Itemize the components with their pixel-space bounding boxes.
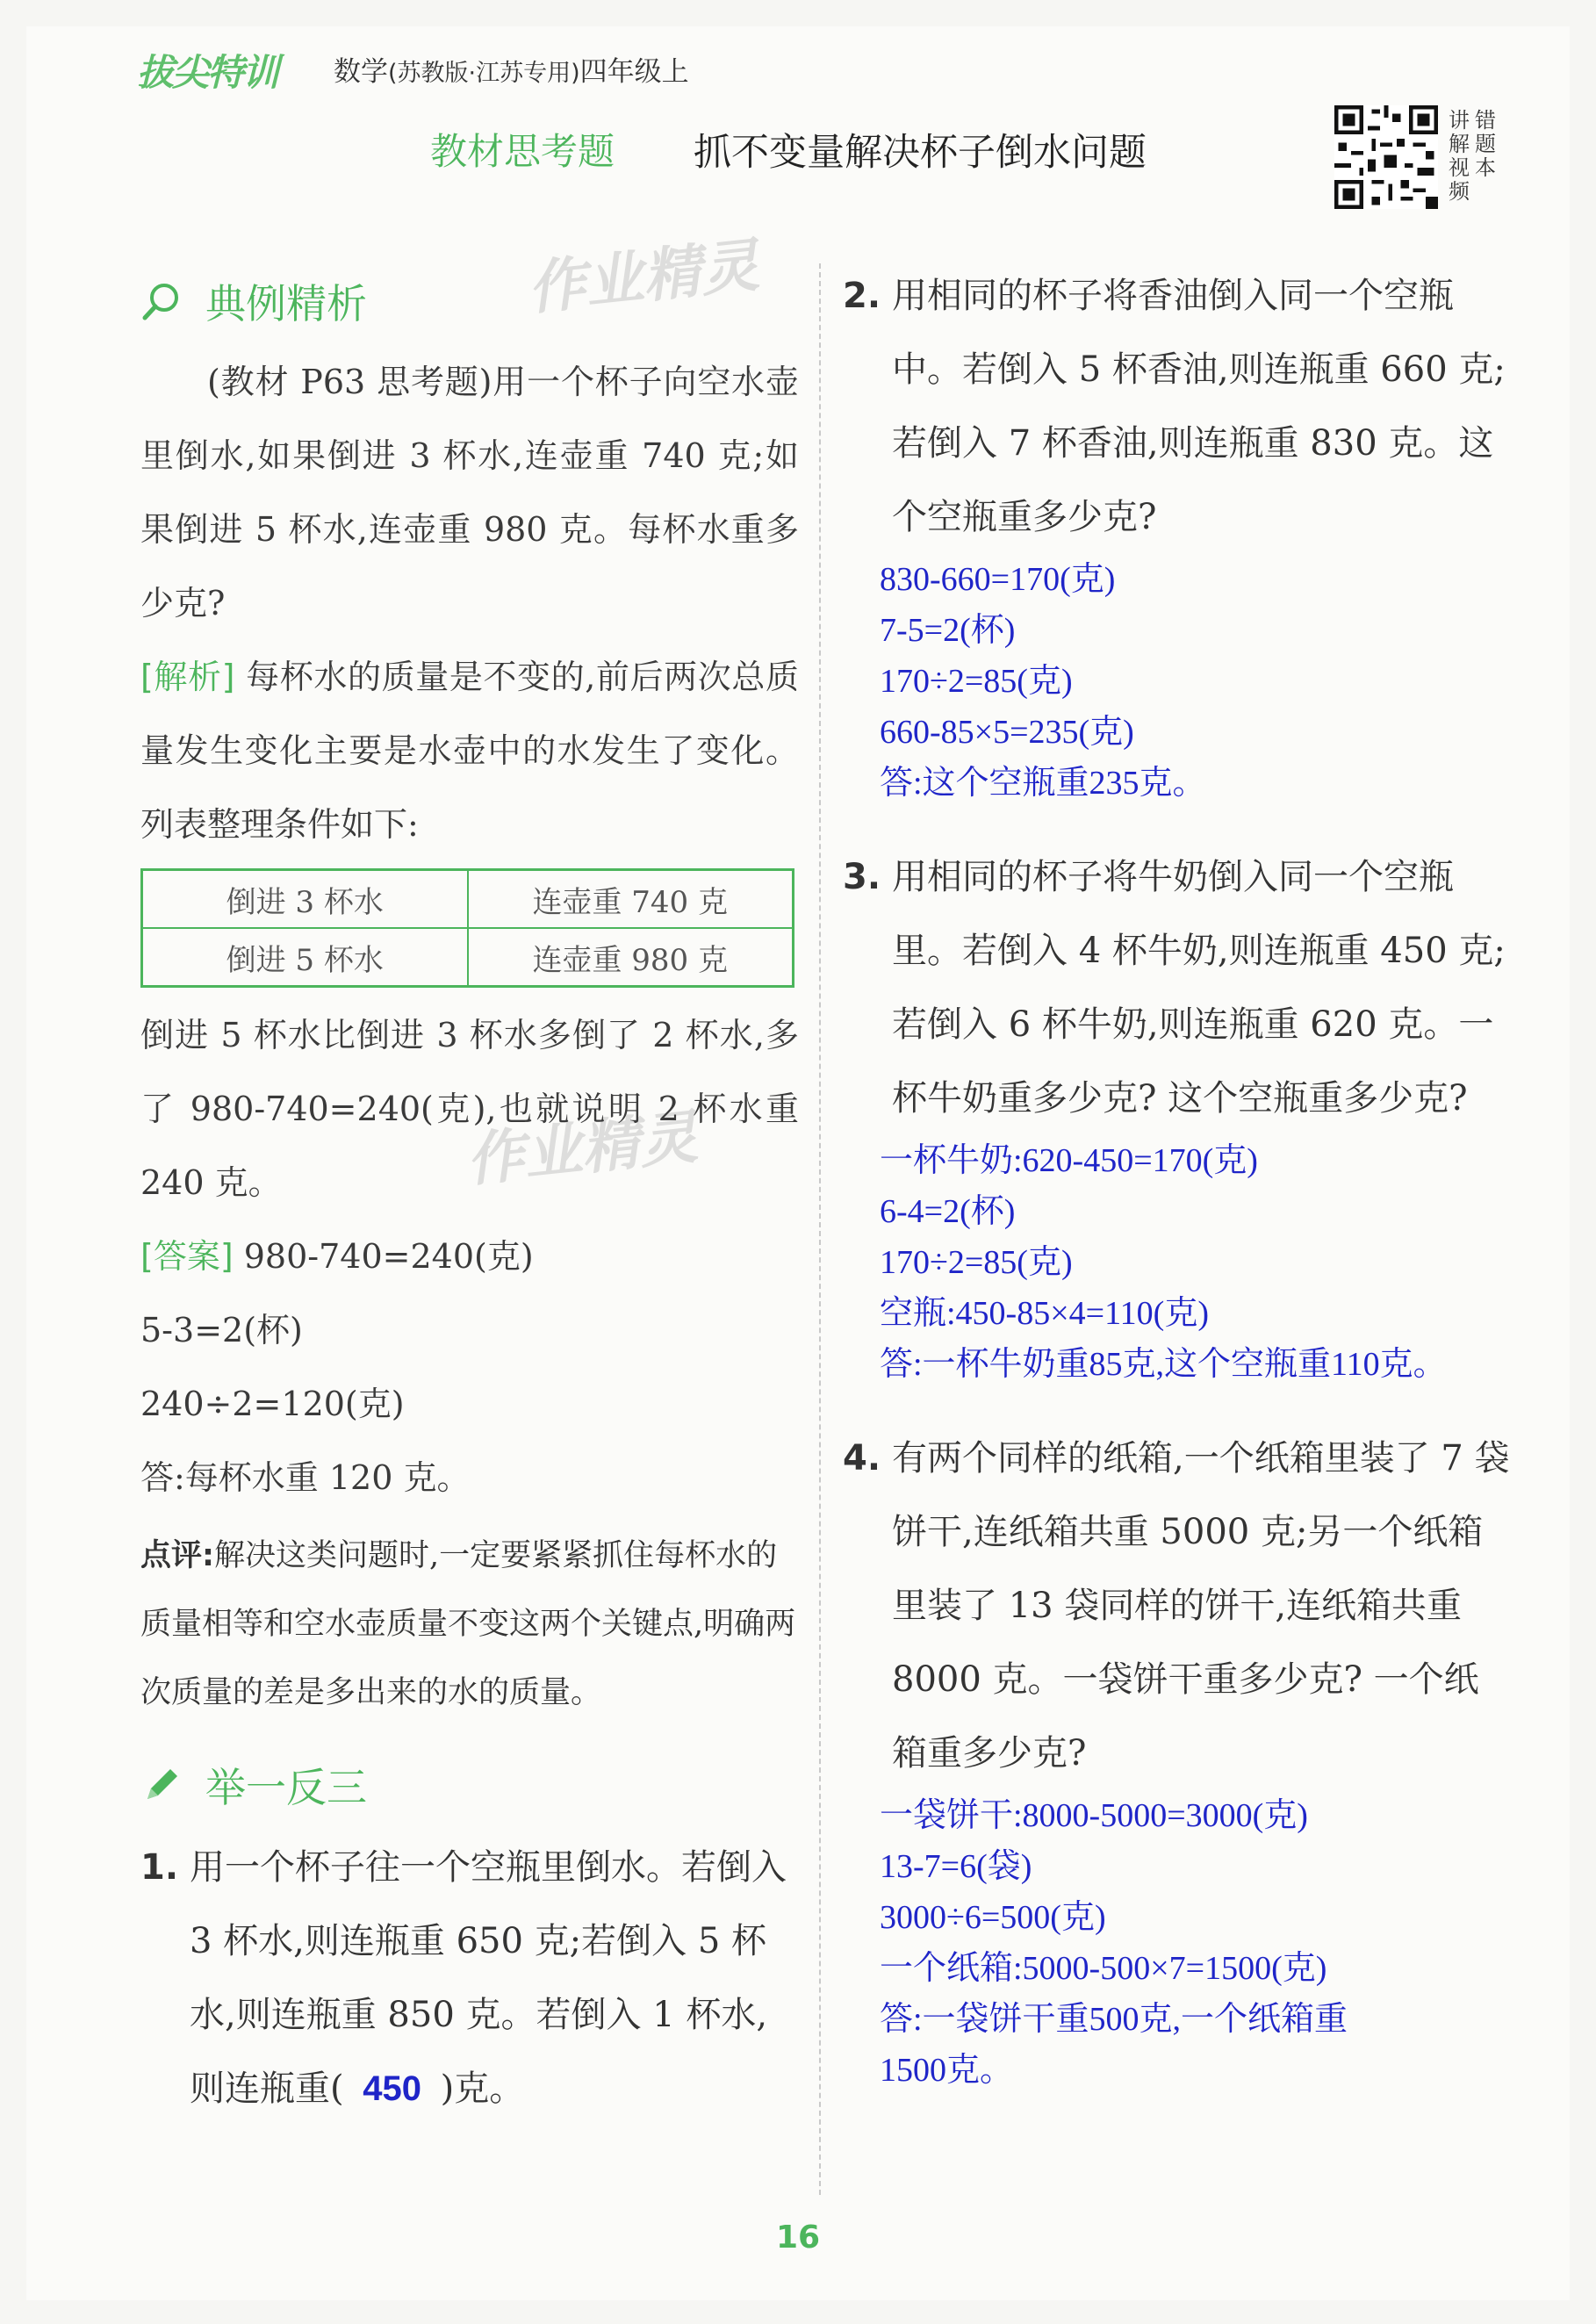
practice-right-column <box>843 259 1510 2096</box>
answer-block-2 <box>843 554 1510 809</box>
analysis-tag: [解析] <box>140 658 235 696</box>
example-problem: (教材 P63 思考题)用一个杯子向空水壶里倒水,如果倒进 3 杯水,连壶重 740 克;如果倒进 5 杯水,连壶重 980 克。每杯水重多少克? <box>140 363 799 622</box>
answer-line: 660-85×5=235(克) <box>880 714 1134 751</box>
question-number: 1. <box>140 1847 179 1888</box>
answer-tag: [答案] <box>140 1237 234 1276</box>
fill-blank-answer[interactable]: 450 <box>363 2069 421 2108</box>
analysis-text: 每杯水的质量是不变的,前后两次总质量发生变化主要是水壶中的水发生了变化。列表整理条件如下: <box>140 658 799 844</box>
question-1 <box>140 1831 799 2126</box>
answer-line: 830-660=170(克) <box>880 561 1116 598</box>
question-text: 用相同的杯子将香油倒入同一个空瓶中。若倒入 5 杯香油,则连瓶重 660 克;若倒入 7 杯香油,则连瓶重 830 克。这个空瓶重多少克? <box>892 276 1506 537</box>
table-row <box>142 928 794 987</box>
question-2 <box>843 259 1510 554</box>
subject-line <box>334 49 689 89</box>
magnifier-icon <box>140 280 183 322</box>
answer-line: 答:一杯牛奶重85克,这个空瓶重110克。 <box>880 1346 1447 1383</box>
subject-edition: (苏教版·江苏专用) <box>388 60 580 87</box>
answer-block-3 <box>843 1135 1510 1390</box>
review-note <box>140 1522 799 1727</box>
watermark: 作业精灵 <box>463 1103 701 1195</box>
table-row <box>142 870 794 929</box>
question-text: 用相同的杯子将牛奶倒入同一个空瓶里。若倒入 4 杯牛奶,则连瓶重 450 克;若倒入 6 杯牛奶,则连瓶重 620 克。一杯牛奶重多少克? 这个空瓶重多少克? <box>892 857 1506 1119</box>
brand-logo: 拔尖特训 <box>137 51 278 94</box>
answer-line: 3000÷6=500(克) <box>880 1899 1106 1936</box>
grade-label: 四年级上 <box>579 56 689 88</box>
question-text-end: )克。 <box>440 2069 525 2109</box>
practice-heading-text: 举一反三 <box>205 1764 367 1811</box>
answer-line: 空瓶:450-85×4=110(克) <box>880 1295 1209 1332</box>
example-section <box>140 268 799 2126</box>
column-divider <box>819 263 821 2195</box>
table-cell: 倒进 3 杯水 <box>142 870 468 929</box>
answer-line: 一袋饼干:8000-5000=3000(克) <box>880 1797 1308 1834</box>
page-number: 16 <box>775 2220 821 2256</box>
answer-line: 1500克。 <box>880 2052 1014 2089</box>
question-text: 有两个同样的纸箱,一个纸箱里装了 7 袋饼干,连纸箱共重 5000 克;另一个纸箱里装了 13 袋同样的饼干,连纸箱共重 8000 克。一袋饼干重多少克? 一个纸箱重多少克? <box>892 1438 1510 1774</box>
answer-line: 一杯牛奶:620-450=170(克) <box>880 1142 1258 1179</box>
pencil-icon <box>140 1764 183 1806</box>
explanation-text: 倒进 5 杯水比倒进 3 杯水多倒了 2 杯水,多了 980-740=240(克),也就说明 2 杯水重 240 克。 <box>140 1016 799 1202</box>
answer-line: 5-3=2(杯) <box>140 1311 303 1349</box>
answer-line: 答:这个空瓶重235克。 <box>880 765 1206 802</box>
subject-main: 数学 <box>334 56 388 88</box>
table-cell: 连壶重 740 克 <box>468 870 794 929</box>
question-number: 3. <box>843 857 881 897</box>
condition-table <box>140 868 794 988</box>
question-text: 用一个杯子往一个空瓶里倒水。若倒入 3 杯水,则连瓶重 650 克;若倒入 5 杯水,则连瓶重 850 克。若倒入 1 杯水,则连瓶重( <box>190 1847 787 2109</box>
qr-label-wrongbook: 错题本 <box>1475 108 1496 180</box>
answer-block-4 <box>843 1790 1510 2096</box>
table-cell: 倒进 5 杯水 <box>142 928 468 987</box>
answer-line: 答:一袋饼干重500克,一个纸箱重 <box>880 2001 1348 2038</box>
qr-label-video: 讲解视频 <box>1449 108 1470 204</box>
review-text: 解决这类问题时,一定要紧紧抓住每杯水的质量相等和空水壶质量不变这两个关键点,明确两次质量的差是多出来的水的质量。 <box>140 1538 796 1710</box>
section-tag: 教材思考题 <box>430 130 615 173</box>
table-cell: 连壶重 980 克 <box>468 928 794 987</box>
answer-line: 7-5=2(杯) <box>880 612 1016 649</box>
watermark: 作业精灵 <box>524 231 762 323</box>
question-4 <box>843 1421 1510 1790</box>
section-title: 抓不变量解决杯子倒水问题 <box>694 131 1147 175</box>
example-heading <box>140 268 799 335</box>
practice-heading <box>140 1752 799 1818</box>
example-heading-text: 典例精析 <box>205 280 367 327</box>
answer-line: 170÷2=85(克) <box>880 1244 1073 1281</box>
answer-line: 一个纸箱:5000-500×7=1500(克) <box>880 1950 1327 1987</box>
answer-line: 170÷2=85(克) <box>880 663 1073 700</box>
review-label: 点评: <box>140 1538 214 1573</box>
answer-line: 6-4=2(杯) <box>880 1193 1016 1230</box>
analysis-paragraph <box>140 640 799 861</box>
qr-code-icon[interactable] <box>1334 105 1438 209</box>
answer-line-text: 980-740=240(克) <box>243 1237 534 1276</box>
question-number: 2. <box>843 276 881 316</box>
answer-line <box>140 1220 799 1293</box>
question-number: 4. <box>843 1438 881 1479</box>
answer-line: 240÷2=120(克) <box>140 1385 405 1423</box>
answer-line: 13-7=6(袋) <box>880 1848 1032 1885</box>
question-3 <box>843 840 1510 1135</box>
answer-line: 答:每杯水重 120 克。 <box>140 1458 471 1497</box>
